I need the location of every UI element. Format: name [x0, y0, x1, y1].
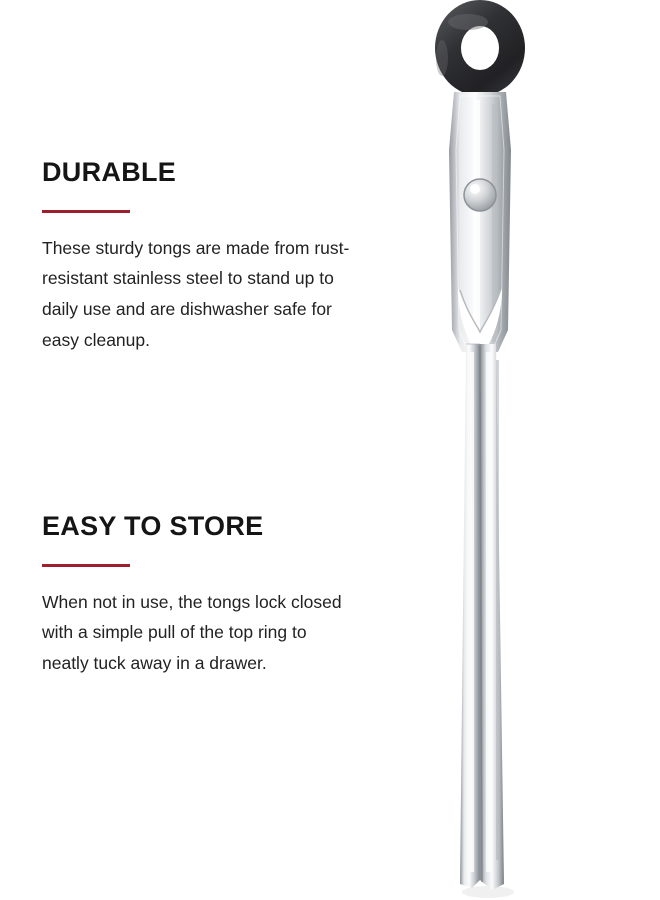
feature-title: EASY TO STORE — [42, 511, 264, 541]
feature-block-easy-to-store — [42, 512, 362, 679]
silicone-pull-ring — [435, 0, 525, 96]
tong-rivet — [464, 179, 496, 211]
feature-title: DURABLE — [42, 157, 177, 187]
tong-head-plate — [449, 92, 511, 352]
feature-block-durable — [42, 158, 362, 355]
feature-body: These sturdy tongs are made from rust-resistant stainless steel to stand up to daily use and are dishwasher safe for easy cleanup. — [42, 237, 350, 350]
feature-body: When not in use, the tongs lock closed with a simple pull of the top ring to neatly tuck away in a drawer. — [42, 591, 342, 673]
product-image — [380, 0, 660, 900]
tong-arm-left — [460, 344, 480, 888]
accent-rule — [42, 564, 130, 567]
accent-rule — [42, 210, 130, 213]
tong-arm-right — [480, 344, 504, 890]
